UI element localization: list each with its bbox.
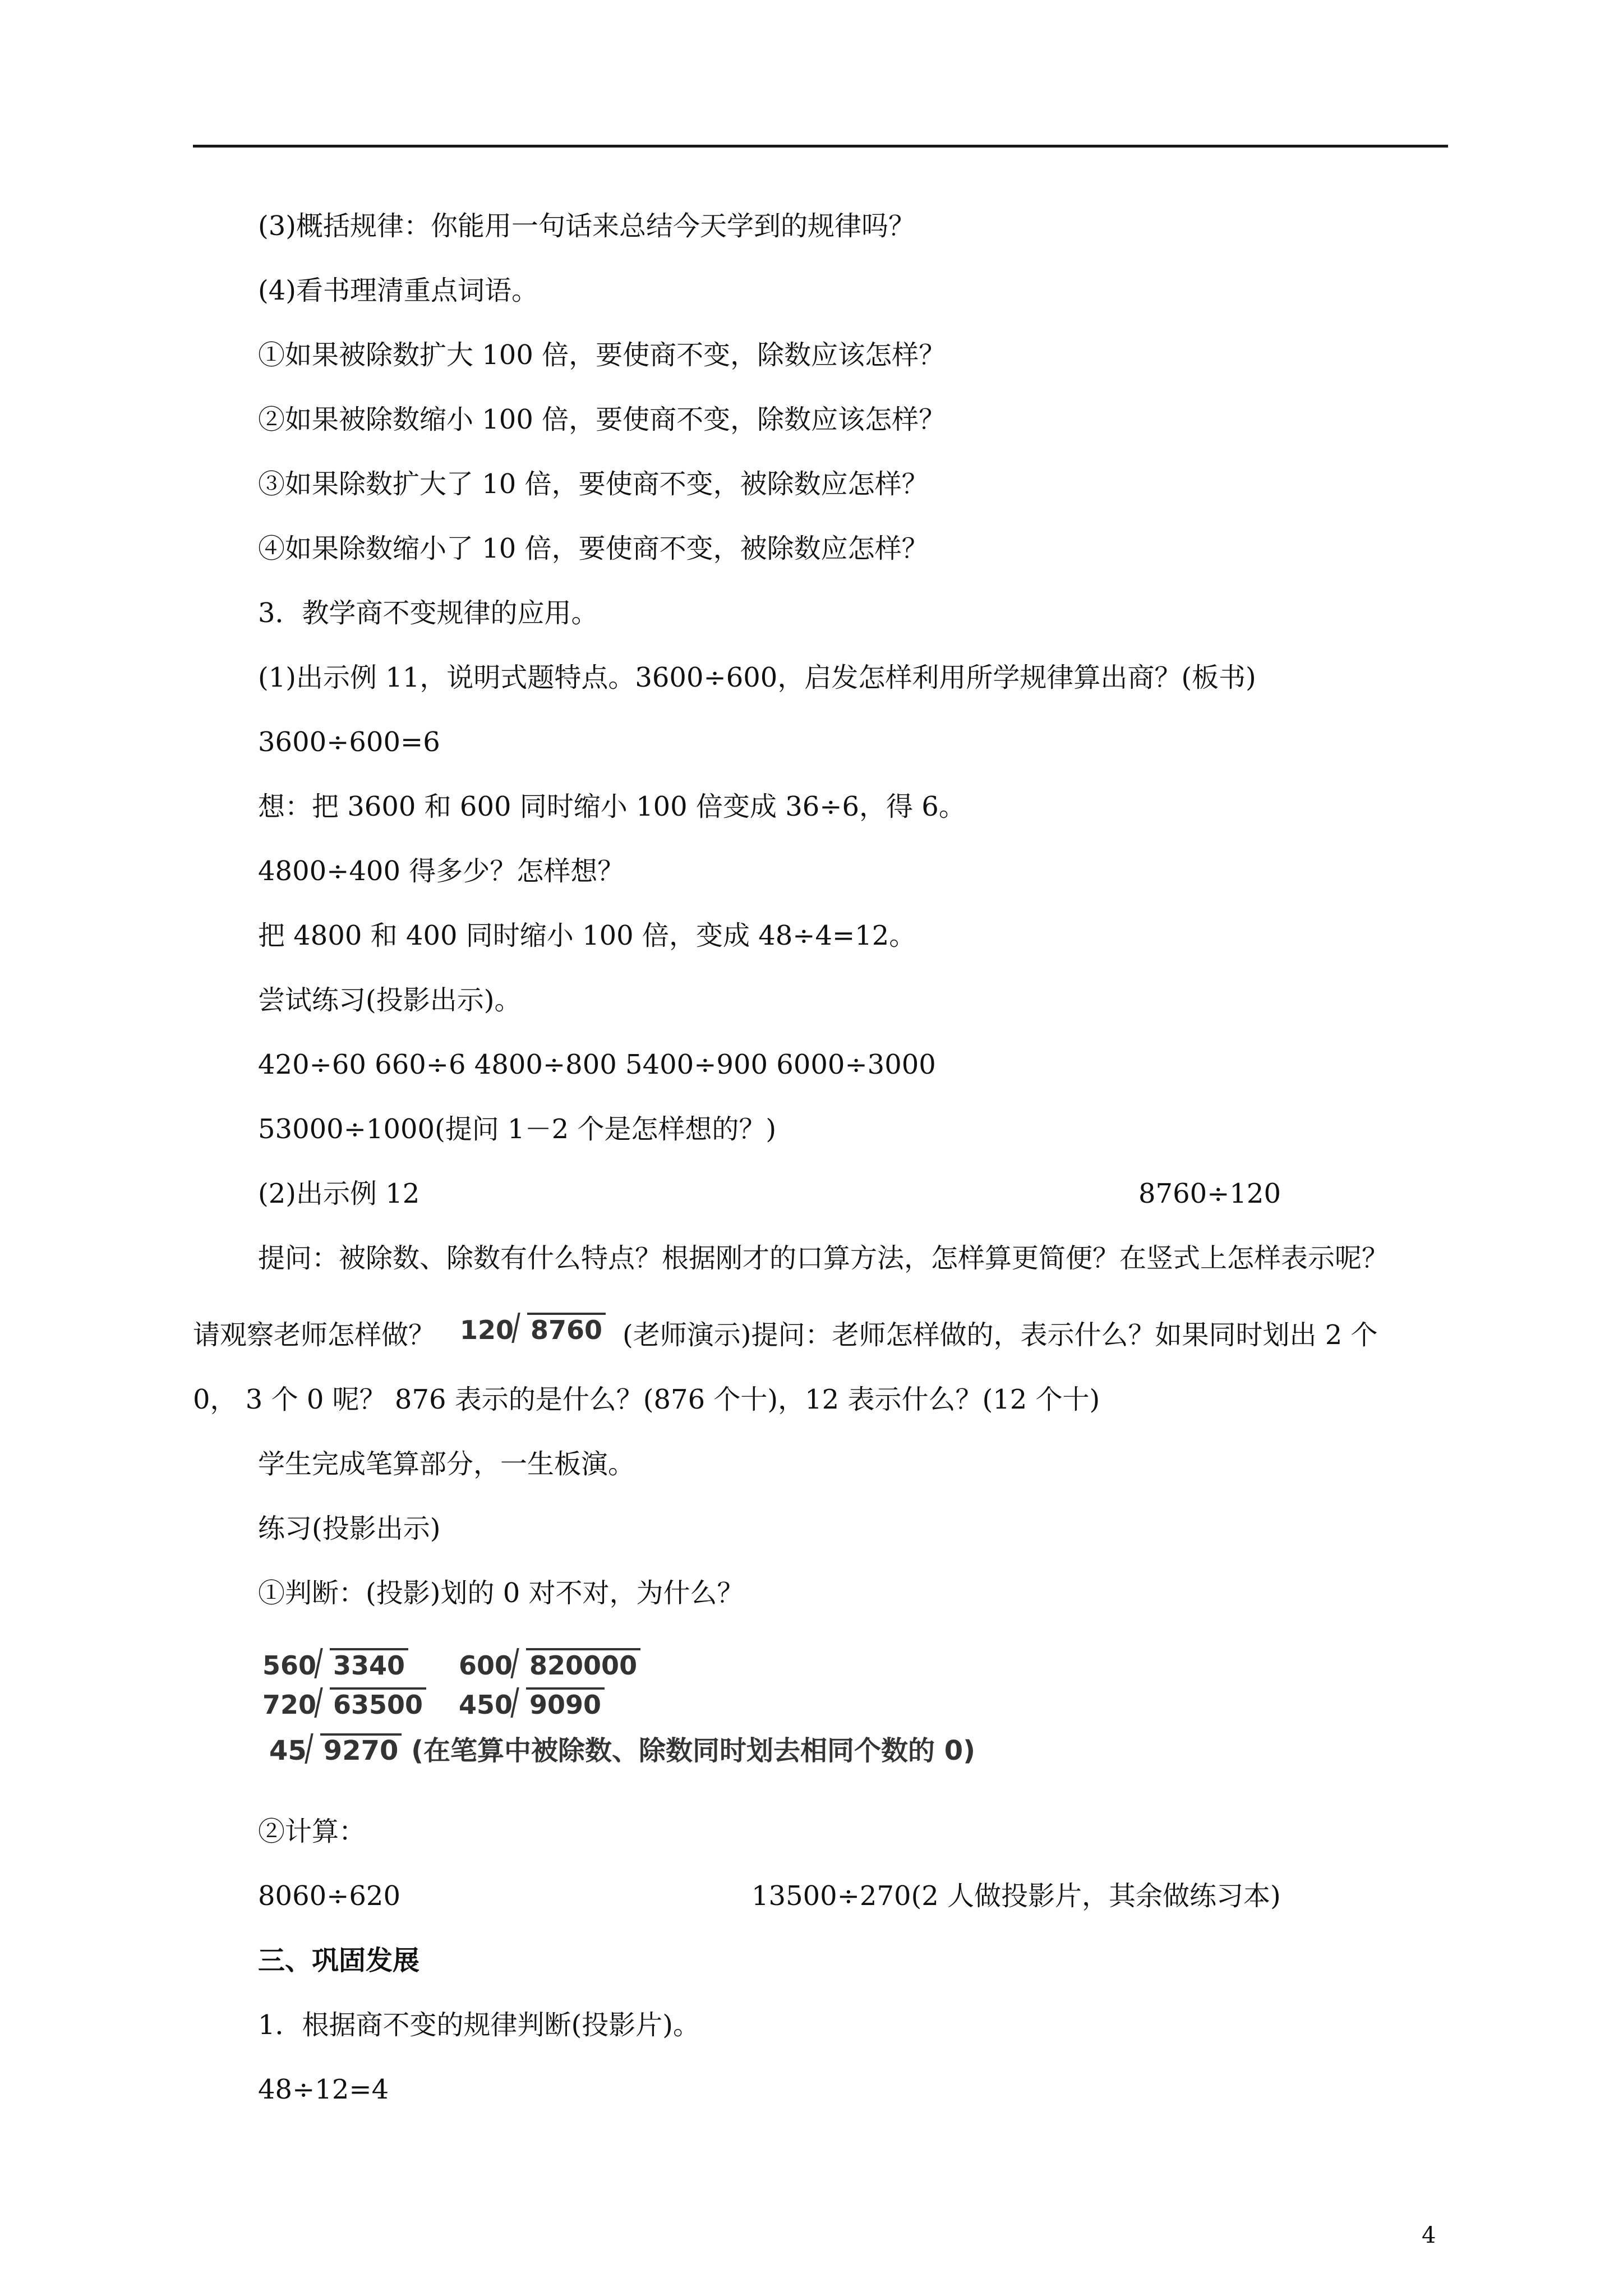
text-line: ④如果除数缩小了 10 倍，要使商不变，被除数应怎样？: [258, 533, 929, 564]
text-line: 提问：被除数、除数有什么特点？根据刚才的口算方法，怎样算更简便？在竖式上怎样表示呢？: [258, 1243, 1389, 1274]
exercise-division: 450 9090: [459, 1687, 605, 1722]
text-line: (4)看书理清重点词语。: [258, 275, 538, 306]
text-line: 1．根据商不变的规律判断(投影片)。: [258, 2009, 700, 2041]
text-line: 8760÷120: [1138, 1178, 1281, 1209]
text-line: 学生完成笔算部分，一生板演。: [258, 1448, 635, 1480]
demo-dividend: 8760: [527, 1313, 606, 1345]
header-rule: [193, 145, 1448, 148]
text-line: ②如果被除数缩小 100 倍，要使商不变，除数应该怎样？: [258, 404, 946, 435]
text-line: 3600÷600=6: [258, 726, 440, 758]
text-line: ②计算：: [258, 1816, 366, 1847]
section-heading: 三、巩固发展: [258, 1945, 420, 1976]
text-line: 3．教学商不变规律的应用。: [258, 597, 598, 629]
text-line: 53000÷1000(提问 1－2 个是怎样想的？): [258, 1114, 777, 1145]
text-line: 48÷12=4: [258, 2074, 389, 2105]
exercise-division: 45 9270 (在笔算中被除数、除数同时划去相同个数的 0): [269, 1733, 975, 1768]
text-line: 尝试练习(投影出示)。: [258, 984, 522, 1016]
exercise-division: 560 3340: [262, 1648, 408, 1682]
text-line: (老师演示)提问：老师怎样做的，表示什么？如果同时划出 2 个: [623, 1319, 1378, 1351]
exercise-division: 600 820000: [459, 1648, 640, 1682]
text-line: (2)出示例 12: [258, 1178, 420, 1209]
text-line: 请观察老师怎样做？: [193, 1319, 436, 1351]
page-number: 4: [1422, 2223, 1436, 2248]
text-line: 想：把 3600 和 600 同时缩小 100 倍变成 36÷6，得 6。: [258, 791, 966, 822]
text-line: (1)出示例 11，说明式题特点。3600÷600，启发怎样利用所学规律算出商？(板书): [258, 662, 1256, 693]
text-line: 练习(投影出示): [258, 1513, 441, 1544]
text-line: 把 4800 和 400 同时缩小 100 倍，变成 48÷4=12。: [258, 920, 916, 951]
exercise-note: (在笔算中被除数、除数同时划去相同个数的 0): [411, 1735, 976, 1766]
demo-division: [460, 1313, 606, 1347]
demo-divisor: 120: [460, 1315, 514, 1345]
text-line: ①判断：(投影)划的 0 对不对，为什么？: [258, 1577, 744, 1609]
text-line: ①如果被除数扩大 100 倍，要使商不变，除数应该怎样？: [258, 339, 946, 371]
text-line: 0， 3 个 0 呢？ 876 表示的是什么？(876 个十)，12 表示什么？(12 个十): [193, 1384, 1100, 1415]
text-line: 8060÷620: [258, 1880, 400, 1912]
text-line: 13500÷270(2 人做投影片，其余做练习本): [751, 1880, 1281, 1912]
text-line: 4800÷400 得多少？怎样想？: [258, 855, 625, 887]
text-line: ③如果除数扩大了 10 倍，要使商不变，被除数应怎样？: [258, 468, 929, 500]
text-line: 420÷60 660÷6 4800÷800 5400÷900 6000÷3000: [258, 1049, 936, 1080]
text-line: (3)概括规律：你能用一句话来总结今天学到的规律吗？: [258, 210, 915, 242]
exercise-division: 720 63500: [262, 1687, 426, 1722]
